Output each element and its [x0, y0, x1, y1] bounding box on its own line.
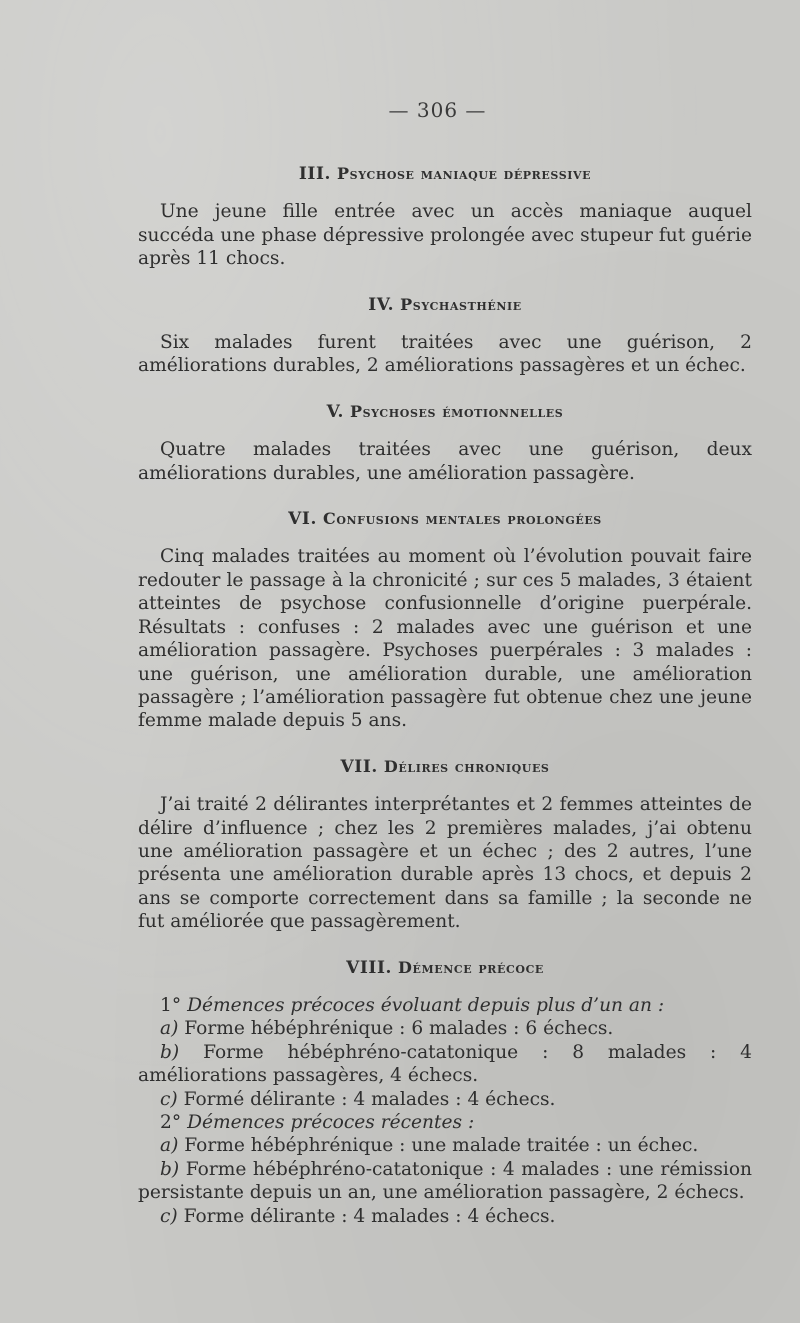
item-text: Forme hébéphrénique : 6 malades : 6 échecs.	[184, 1018, 614, 1040]
item-marker: a)	[160, 1018, 179, 1040]
section-paragraph: Cinq malades traitées au moment où l’évolution pouvait faire redouter le passage à la chronicité ; sur ces 5 malades, 3 étaient atteintes de psychose confusionnelle d’origine puerpérale. Résultats : confuses : 2 malades avec une guérison et une amélioration passagère. Psychoses puerpérales : 3 malades : une guérison, une amélioration durable, une amélioration passagère ; l’amélioration passagère fut obtenue chez une jeune femme malade depuis 5 ans.	[138, 546, 752, 732]
section-title: Psychasthénie	[400, 294, 522, 314]
list-item	[138, 1134, 752, 1157]
item-text: Démences précoces récentes :	[187, 1112, 475, 1133]
section-heading-iii	[138, 162, 752, 186]
section-title: Délires chroniques	[383, 756, 550, 776]
section-paragraph: J’ai traité 2 délirantes interprétantes et 2 femmes atteintes de délire d’influence ; chez les 2 premières malades, j’ai obtenu une amélioration passagère et un échec ; des 2 autres, l’une présenta une amélioration durable après 13 chocs, et depuis 2 ans se comporte correctement dans sa famille ; la seconde ne fut améliorée que passagèrement.	[138, 794, 752, 933]
list-item	[138, 1111, 752, 1134]
item-marker: b)	[160, 1041, 180, 1063]
section-title: Démence précoce	[398, 957, 544, 977]
item-marker: b)	[160, 1158, 180, 1180]
section-number: III.	[298, 164, 332, 184]
section-heading-vii	[138, 755, 752, 779]
section-paragraph: Une jeune fille entrée avec un accès maniaque auquel succéda une phase dépressive prolongée avec stupeur fut guérie après 11 chocs.	[138, 201, 752, 270]
section-paragraph: Six malades furent traitées avec une guérison, 2 améliorations durables, 2 améliorations passagères et un échec.	[138, 332, 752, 377]
section-number: VI.	[288, 509, 317, 530]
item-text: Formé délirante : 4 malades : 4 échecs.	[183, 1088, 556, 1110]
section-number: IV.	[368, 294, 395, 315]
section-heading-iv	[138, 293, 752, 317]
item-text: Forme délirante : 4 malades : 4 échecs.	[183, 1205, 556, 1227]
list-item	[138, 1041, 752, 1088]
item-text: Forme hébéphrénique : une malade traitée : un échec.	[184, 1135, 699, 1157]
item-marker: 1°	[160, 994, 182, 1016]
page-number: — 306 —	[388, 98, 487, 122]
section-heading-vi	[138, 507, 752, 531]
section-heading-v	[138, 400, 752, 424]
section-number: V.	[326, 401, 344, 422]
section-heading-viii	[138, 956, 752, 980]
list-item	[138, 1158, 752, 1205]
item-text: Forme hébéphréno-catatonique : 8 malades : 4 améliorations passagères, 4 échecs.	[138, 1041, 752, 1087]
section-title: Psychoses émotionnelles	[349, 401, 564, 421]
item-marker: 2°	[160, 1112, 182, 1133]
list-item	[138, 1088, 752, 1111]
item-marker: a)	[160, 1135, 179, 1157]
item-marker: c)	[160, 1205, 178, 1227]
list-item	[138, 1017, 752, 1040]
page-body	[138, 162, 752, 1228]
section-title: Confusions mentales prolongées	[323, 509, 602, 529]
item-text: Démences précoces évoluant depuis plus d’un an :	[187, 994, 665, 1016]
item-text: Forme hébéphréno-catatonique : 4 malades : une rémission persistante depuis un an, une amélioration passagère, 2 échecs.	[138, 1158, 752, 1204]
list-item	[138, 1205, 752, 1228]
item-marker: c)	[160, 1088, 178, 1110]
section-number: VII.	[340, 756, 378, 777]
section-title: Psychose maniaque dépressive	[337, 164, 592, 183]
section-number: VIII.	[346, 957, 393, 978]
section-paragraph: Quatre malades traitées avec une guérison, deux améliorations durables, une amélioration passagère.	[138, 439, 752, 484]
list-item	[138, 994, 752, 1017]
